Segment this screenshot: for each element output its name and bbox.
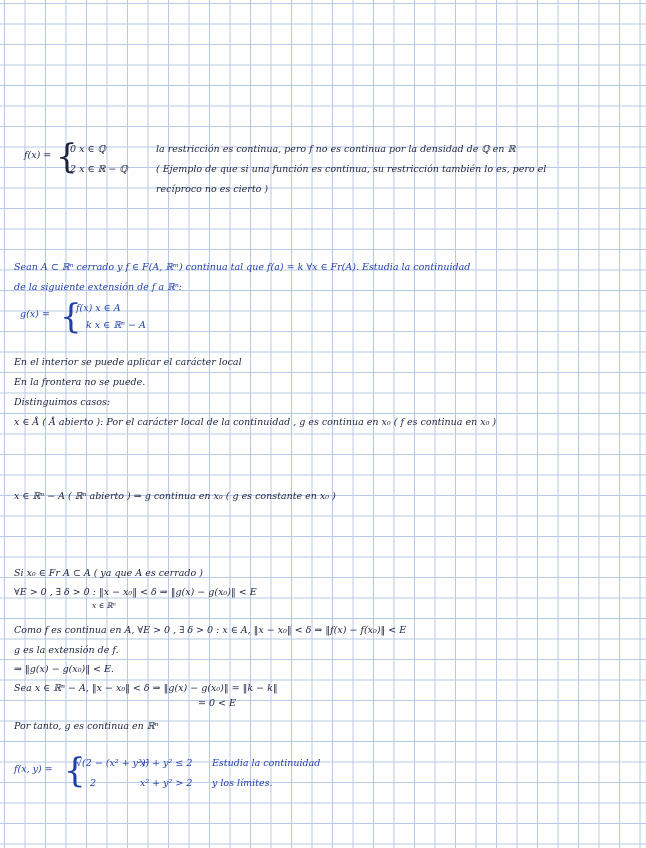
piecewise-g-lhs: g(x) = <box>20 309 50 320</box>
note-line-2: En la frontera no se puede. <box>14 377 146 388</box>
piecewise-f-xy-case-2: 2 <box>90 778 97 789</box>
condition-2: x² + y² > 2 <box>140 778 193 789</box>
left-brace-icon: { <box>60 297 82 337</box>
continuity-line-5: = 0 < E <box>198 698 236 709</box>
left-brace-icon: { <box>56 137 78 177</box>
note-line-3: Distinguimos casos: <box>14 397 111 408</box>
piecewise-f-case-1: 0 x ∈ ℚ <box>70 144 106 155</box>
conclusion: Por tanto, g es continua en ℝⁿ <box>14 721 159 732</box>
piecewise-f-case-2: 2 x ∈ ℝ − ℚ <box>70 164 128 175</box>
piecewise-f-xy-lhs: f(x, y) = <box>14 764 53 775</box>
case-exterior: x ∈ ℝⁿ − A ( ℝⁿ abierto ) ⇒ g continua en x₀ ( g es constante en x₀ ) <box>14 491 336 502</box>
problem-statement-line-2: de la siguiente extensión de f a ℝⁿ: <box>14 282 182 293</box>
piecewise-g-case-1: f(x) x ∈ A <box>76 303 121 314</box>
task-line-1: Estudia la continuidad <box>212 758 321 769</box>
condition-1: x² + y² ≤ 2 <box>140 758 193 769</box>
piecewise-f-xy-case-1: √(2 − (x² + y²)) <box>76 758 150 769</box>
continuity-line-4: Sea x ∈ ℝⁿ − A, ‖x − x₀‖ < δ ⇒ ‖g(x) − g(x₀)‖ = ‖k − k‖ <box>14 683 278 694</box>
continuity-line-2: g es la extensión de f. <box>14 645 119 656</box>
piecewise-g-case-2: k x ∈ ℝⁿ − A <box>86 320 146 331</box>
comment-line-2: ( Ejemplo de que si una función es continua, su restricción también lo es, pero el <box>156 164 547 175</box>
problem-statement-line-1: Sean A ⊂ ℝⁿ cerrado y f ∈ F(A, ℝᵐ) continua tal que f(a) = k ∀x ∈ Fr(A). Estudia la continuidad <box>14 262 471 273</box>
piecewise-f-lhs: f(x) = <box>24 150 52 161</box>
case-frontier: Si x₀ ∈ Fr A ⊂ A ( ya que A es cerrado ) <box>14 568 203 579</box>
note-line-1: En el interior se puede aplicar el carácter local <box>14 357 242 368</box>
task-line-2: y los límites. <box>212 778 273 789</box>
left-brace-icon: { <box>64 751 86 791</box>
comment-line-1: la restricción es continua, pero f no es continua por la densidad de ℚ en ℝ <box>156 144 516 155</box>
comment-line-3: recíproco no es cierto ) <box>156 184 269 195</box>
continuity-line-1: Como f es continua en A, ∀E > 0 , ∃ δ > 0 : x ∈ A, ‖x − x₀‖ < δ ⇒ ‖f(x) − f(x₀)‖ < E <box>14 625 407 636</box>
domain-subscript: x ∈ ℝⁿ <box>92 601 116 610</box>
epsilon-delta-condition: ∀E > 0 , ∃ δ > 0 : ‖x − x₀‖ < δ ⇒ ‖g(x) − g(x₀)‖ < E <box>14 587 257 598</box>
continuity-line-3: ⇒ ‖g(x) − g(x₀)‖ < E. <box>14 664 114 675</box>
case-interior: x ∈ Å ( Å abierto ): Por el carácter local de la continuidad , g es continua en x₀ ( f es continua en x₀ ) <box>14 417 497 428</box>
